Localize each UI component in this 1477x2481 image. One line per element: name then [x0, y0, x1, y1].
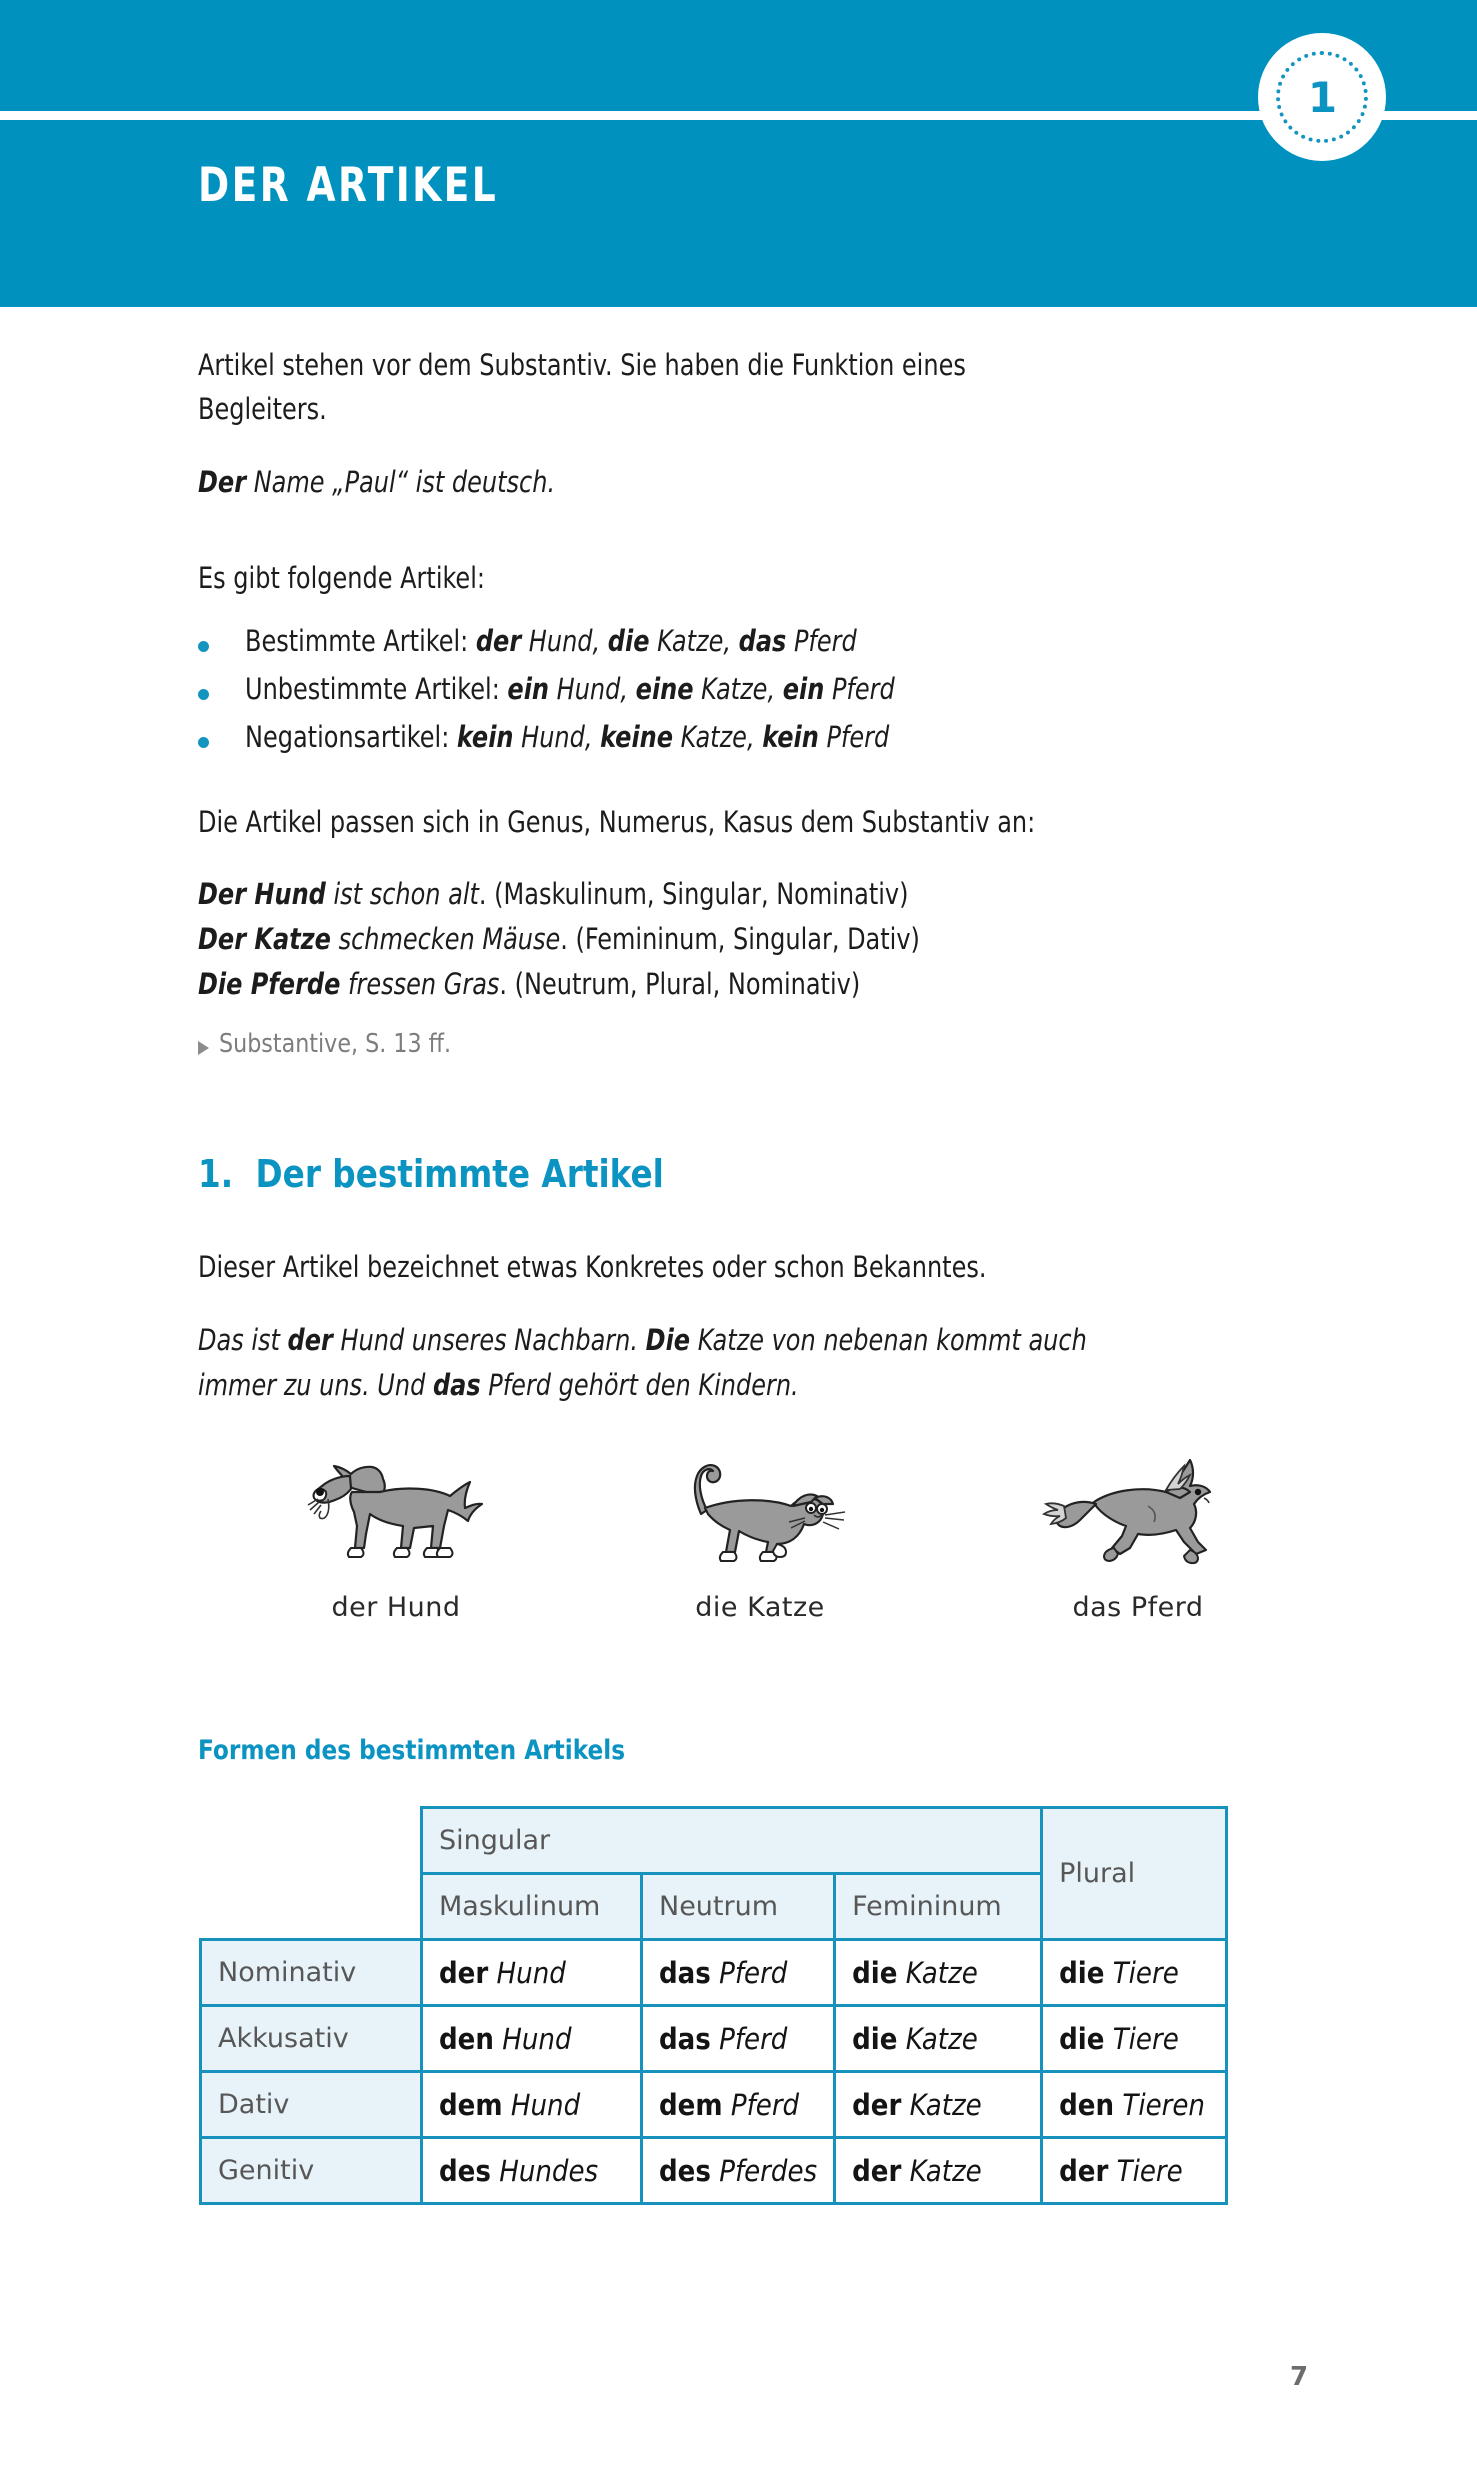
article-2: die — [607, 624, 650, 658]
table-cell — [642, 2138, 835, 2204]
bullet-dot-icon — [198, 737, 209, 748]
cell-article: die — [1059, 2021, 1105, 2056]
section-example-line-1 — [198, 1318, 1087, 1362]
bullet-dot-icon — [198, 641, 209, 652]
figure-cat — [610, 1440, 910, 1623]
page-title: DER ARTIKEL — [198, 158, 499, 213]
section-example-article: Die — [645, 1323, 691, 1357]
intro-paragraph-line-1: Artikel stehen vor dem Substantiv. Sie haben die Funktion eines — [198, 348, 966, 382]
cell-article: die — [1059, 1955, 1105, 1990]
table-cell — [1042, 2138, 1227, 2204]
cell-noun: Hund — [510, 2087, 581, 2122]
cell-noun: Pferd — [719, 2021, 788, 2056]
cell-noun: Katze — [905, 1955, 978, 1990]
cell-noun: Hund — [496, 1955, 566, 1990]
cell-article: des — [439, 2153, 491, 2188]
chapter-header-band — [0, 0, 1477, 307]
table-row-label: Akkusativ — [201, 2006, 422, 2072]
cell-article: das — [659, 1955, 711, 1990]
cell-noun: Tiere — [1112, 1955, 1179, 1990]
agreement-example-gloss: . (Femininum, Singular, Dativ) — [560, 922, 920, 956]
article-type-label: Unbestimmte Artikel: — [245, 672, 500, 706]
article-1: ein — [507, 672, 550, 706]
agreement-example-verb: ist schon alt — [333, 877, 479, 911]
noun-2: Katze, — [680, 720, 755, 754]
table-row — [201, 2006, 1227, 2072]
intro-example-article: Der — [198, 465, 247, 499]
table-column-header-femininum: Femininum — [835, 1874, 1042, 1940]
section-example-article: das — [432, 1368, 481, 1402]
intro-example — [198, 460, 555, 504]
table-cell — [642, 2006, 835, 2072]
article-2: keine — [600, 720, 674, 754]
section-example-text: Hund unseres Nachbarn. — [332, 1323, 646, 1357]
list-item-content — [245, 720, 889, 754]
header-divider-rule — [0, 111, 1477, 120]
figure-caption: der Hund — [331, 1592, 461, 1623]
page-number: 7 — [1290, 2362, 1309, 2392]
noun-3: Pferd — [793, 624, 857, 658]
cell-noun: Hundes — [499, 2153, 599, 2188]
cell-article: dem — [439, 2087, 503, 2122]
cell-noun: Tieren — [1122, 2087, 1205, 2122]
noun-2: Katze, — [701, 672, 776, 706]
cell-article: der — [439, 1955, 489, 1990]
table-cell — [642, 1940, 835, 2006]
table-cell — [422, 2138, 642, 2204]
article-2: eine — [635, 672, 694, 706]
section-example-article: der — [287, 1323, 333, 1357]
agreement-example-subject: Der Katze — [198, 922, 331, 956]
cat-illustration — [610, 1440, 910, 1570]
section-example-text: Das ist — [198, 1323, 288, 1357]
table-row — [201, 2138, 1227, 2204]
noun-2: Katze, — [657, 624, 732, 658]
illustration-row — [198, 1440, 1308, 1630]
agreement-example — [198, 917, 920, 961]
article-1: kein — [456, 720, 514, 754]
table-cell — [1042, 1940, 1227, 2006]
cell-noun: Tiere — [1112, 2021, 1179, 2056]
table-cell — [422, 2072, 642, 2138]
cell-noun: Pferd — [730, 2087, 800, 2122]
cell-article: den — [1059, 2087, 1115, 2122]
agreement-example-gloss: . (Neutrum, Plural, Nominativ) — [499, 967, 861, 1001]
dog-illustration — [246, 1440, 546, 1570]
table-corner-cell — [201, 1874, 422, 1940]
cell-noun: Hund — [502, 2021, 572, 2056]
triangle-right-icon — [198, 1041, 209, 1055]
agreement-example-subject: Die Pferde — [198, 967, 341, 1001]
figure-horse — [988, 1440, 1288, 1623]
table-title: Formen des bestimmten Artikels — [198, 1735, 626, 1766]
list-item-content — [245, 624, 857, 658]
cell-noun: Katze — [909, 2153, 982, 2188]
cell-article: die — [852, 2021, 898, 2056]
table-corner-cell — [201, 1808, 422, 1874]
table-cell — [1042, 2006, 1227, 2072]
article-1: der — [475, 624, 522, 658]
table-row — [201, 1940, 1227, 2006]
table-row — [201, 2072, 1227, 2138]
noun-1: Hund, — [521, 720, 593, 754]
table-cell — [422, 2006, 642, 2072]
cell-article: das — [659, 2021, 711, 2056]
agreement-lead-in: Die Artikel passen sich in Genus, Numerus, Kasus dem Substantiv an: — [198, 805, 1036, 839]
figure-caption: die Katze — [695, 1592, 825, 1623]
table-column-header-neutrum: Neutrum — [642, 1874, 835, 1940]
cell-noun: Katze — [909, 2087, 982, 2122]
figure-dog — [246, 1440, 546, 1623]
cell-article: der — [1059, 2153, 1109, 2188]
section-description: Dieser Artikel bezeichnet etwas Konkretes oder schon Bekanntes. — [198, 1250, 987, 1284]
table-cell — [642, 2072, 835, 2138]
article-3: kein — [762, 720, 819, 754]
agreement-example — [198, 872, 908, 916]
cell-noun: Katze — [905, 2021, 978, 2056]
section-title: Der bestimmte Artikel — [255, 1152, 664, 1196]
table-cell — [422, 1940, 642, 2006]
section-example-text: immer zu uns. Und — [198, 1368, 433, 1402]
table-header-row — [201, 1808, 1227, 1874]
article-list-lead-in: Es gibt folgende Artikel: — [198, 561, 485, 595]
article-3: das — [738, 624, 787, 658]
chapter-number-label: 1 — [1307, 72, 1337, 122]
article-type-label: Bestimmte Artikel: — [245, 624, 469, 658]
cell-noun: Pferdes — [719, 2153, 818, 2188]
cell-article: den — [439, 2021, 494, 2056]
section-heading — [198, 1152, 664, 1196]
horse-illustration — [988, 1440, 1288, 1570]
agreement-example-verb: schmecken Mäuse — [338, 922, 561, 956]
noun-3: Pferd — [826, 720, 890, 754]
agreement-example-subject: Der Hund — [198, 877, 326, 911]
table-cell — [835, 2006, 1042, 2072]
section-example-text: Pferd gehört den Kindern. — [480, 1368, 799, 1402]
intro-example-rest: Name „Paul“ ist deutsch. — [253, 465, 556, 499]
table-row-label: Nominativ — [201, 1940, 422, 2006]
cell-article: die — [852, 1955, 898, 1990]
section-example-line-2 — [198, 1363, 799, 1407]
table-cell — [1042, 2072, 1227, 2138]
section-example-text: Katze von nebenan kommt auch — [690, 1323, 1087, 1357]
chapter-number-badge — [1258, 33, 1386, 161]
cell-noun: Pferd — [719, 1955, 788, 1990]
cross-reference-label: Substantive, S. 13 ff. — [219, 1029, 452, 1059]
section-number: 1. — [198, 1152, 234, 1196]
table-row-label: Dativ — [201, 2072, 422, 2138]
cell-article: dem — [659, 2087, 723, 2122]
table-column-header-maskulinum: Maskulinum — [422, 1874, 642, 1940]
cell-article: der — [852, 2153, 902, 2188]
article-forms-table — [199, 1806, 1228, 2205]
noun-1: Hund, — [528, 624, 601, 658]
noun-3: Pferd — [831, 672, 895, 706]
cell-noun: Tiere — [1116, 2153, 1183, 2188]
table-cell — [835, 2138, 1042, 2204]
table-row-label: Genitiv — [201, 2138, 422, 2204]
noun-1: Hund, — [556, 672, 629, 706]
table-cell — [835, 2072, 1042, 2138]
agreement-example — [198, 962, 860, 1006]
table-group-header-singular: Singular — [422, 1808, 1042, 1874]
table-cell — [835, 1940, 1042, 2006]
agreement-example-gloss: . (Maskulinum, Singular, Nominativ) — [478, 877, 909, 911]
article-3: ein — [782, 672, 825, 706]
agreement-example-verb: fressen Gras — [348, 967, 500, 1001]
figure-caption: das Pferd — [1072, 1592, 1204, 1623]
intro-paragraph-line-2: Begleiters. — [198, 392, 327, 426]
table-group-header-plural: Plural — [1042, 1808, 1227, 1940]
bullet-dot-icon — [198, 689, 209, 700]
cell-article: der — [852, 2087, 902, 2122]
list-item-content — [245, 672, 895, 706]
article-type-label: Negationsartikel: — [245, 720, 450, 754]
cell-article: des — [659, 2153, 711, 2188]
